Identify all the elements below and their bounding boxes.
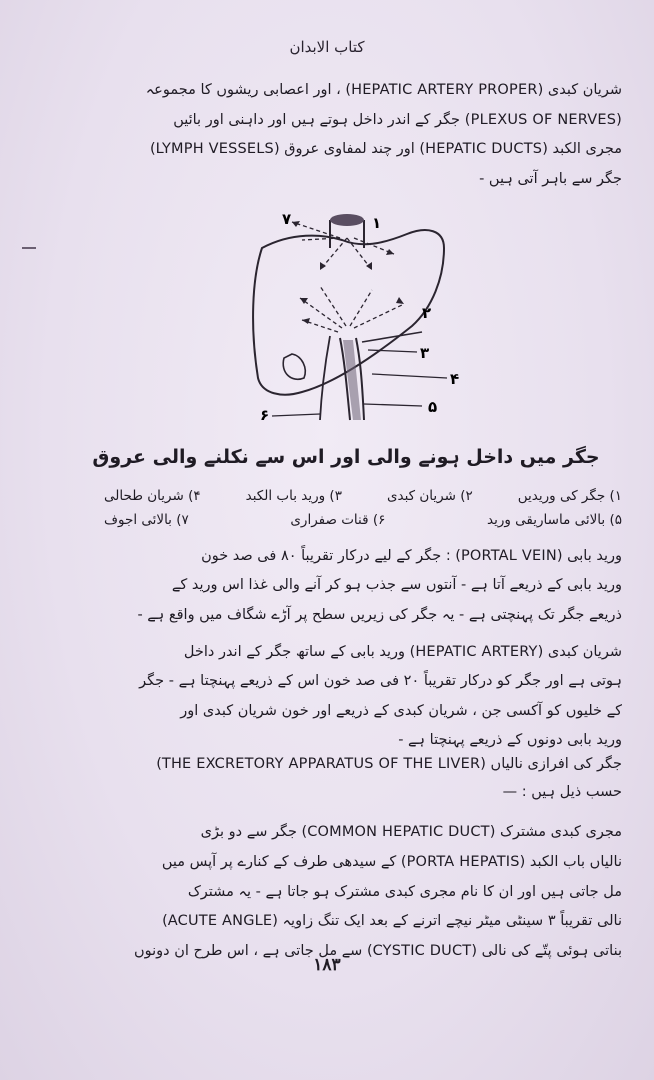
portal-vein-paragraph [70, 542, 622, 630]
paragraph-line: حسب ذیل ہیں : — [502, 784, 622, 800]
legend-row [104, 508, 622, 532]
page-number: ۱۸۳ [313, 955, 341, 975]
diagram-label-5: ۵ [428, 398, 438, 416]
paragraph-line: ہوتی ہے اور جگر کو درکار تقریباً ۲۰ فی صد خون اس کے ذریعے پہنچتا ہے - جگر [139, 673, 622, 690]
figure-caption: جگر میں داخل ہونے والی اور اس سے نکلنے والی عروق [92, 446, 600, 468]
ivc-opening [330, 214, 364, 226]
excretory-heading [70, 750, 622, 806]
intro-line: جگر سے باہر آتی ہیں - [479, 170, 622, 187]
pointer-line-3 [368, 350, 417, 352]
paragraph-line: جگر کی افرازی نالیاں (THE EXCRETORY APPARATUS OF THE LIVER) [156, 756, 622, 772]
intro-paragraph [70, 76, 622, 194]
figure-legend [104, 484, 622, 532]
legend-item: ۱) جگر کی وریدیں [517, 488, 622, 504]
paragraph-line: ذریعے جگر تک پہنچتی ہے - یہ جگر کی زیریں سطح پر آڑے شگاف میں واقع ہے - [137, 606, 622, 623]
pointer-line-5 [364, 404, 422, 406]
paragraph-line: ورید بابی (PORTAL VEIN) : جگر کے لیے درکار تقریباً ۸۰ فی صد خون [201, 548, 622, 564]
diagram-label-1: ۱ [372, 214, 382, 232]
legend-item: ۵) بالائی ماساریقی ورید [487, 512, 622, 528]
paragraph-line: نالیاں باب الکبد (PORTA HEPATIS) کے سیدھی طرف کے کنارے پر آپس میں [161, 853, 622, 870]
legend-item: ۶) قنات صفراری [290, 512, 386, 528]
dashed-arrows [292, 222, 404, 332]
legend-item: ۳) ورید باب الکبد [245, 488, 342, 504]
legend-item: ۷) بالائی اجوف [104, 512, 189, 528]
pointer-line-4 [372, 374, 447, 378]
legend-item: ۴) شریان طحالی [104, 488, 201, 504]
paragraph-line: شریان کبدی (HEPATIC ARTERY) ورید بابی کے ساتھ جگر کے اندر داخل [183, 644, 622, 660]
paragraph-line: نالی تقریباً ۳ سینٹی میٹر نیچے اترنے کے بعد ایک تنگ زاویہ (ACUTE ANGLE) [162, 913, 622, 930]
intro-line: مجری الکبد (HEPATIC DUCTS) اور چند لمفاوی عروق (LYMPH VESSELS) [149, 141, 622, 157]
intro-line: (PLEXUS OF NERVES) جگر کے اندر داخل ہوتے ہیں اور داہنی اور بائیں [173, 111, 622, 128]
intro-line: شریان کبدی (HEPATIC ARTERY PROPER) ، اور اعصابی ریشوں کا مجموعہ [145, 82, 622, 98]
diagram-label-2: ۲ [422, 304, 432, 322]
gallbladder [283, 354, 305, 379]
diagram-label-6: ۶ [260, 406, 270, 424]
hepatic-artery-paragraph [70, 638, 622, 755]
running-header: كتاب الابدان [289, 38, 365, 56]
pointer-line-6 [272, 414, 320, 416]
paragraph-line: بناتی ہوئی پتّے کی نالی (CYSTIC DUCT) سے مل جاتی ہے ، اس طرح ان دونوں [133, 943, 622, 960]
diagram-label-7: ۷ [282, 210, 292, 228]
paragraph-line: مل جاتی ہیں اور ان کا نام مجری کبدی مشترک ہو جاتا ہے - یہ مشترک [187, 883, 622, 900]
paragraph-line: مجری کبدی مشترک (COMMON HEPATIC DUCT) جگر سے دو بڑی [200, 824, 622, 840]
diagram-label-4: ۴ [450, 370, 460, 388]
diagram-label-3: ۳ [420, 344, 430, 362]
liver-vessels-diagram [222, 208, 492, 430]
legend-item: ۲) شریان کبدی [386, 488, 473, 504]
legend-row [104, 484, 622, 508]
paragraph-line: ورید بابی کے ذریعے آتا ہے - آنتوں سے جذب ہو کر آنے والی غذا اس ورید کے [171, 577, 622, 594]
paragraph-line: کے خلیوں کو آکسی جن ، شریان کبدی کے ذریعے اور خون شریان کبدی اور [180, 702, 622, 719]
common-duct-paragraph [70, 818, 622, 967]
paragraph-line: ورید بابی دونوں کے ذریعے پہنچتا ہے - [398, 731, 622, 748]
margin-mark [22, 247, 36, 249]
bile-duct [320, 336, 330, 420]
